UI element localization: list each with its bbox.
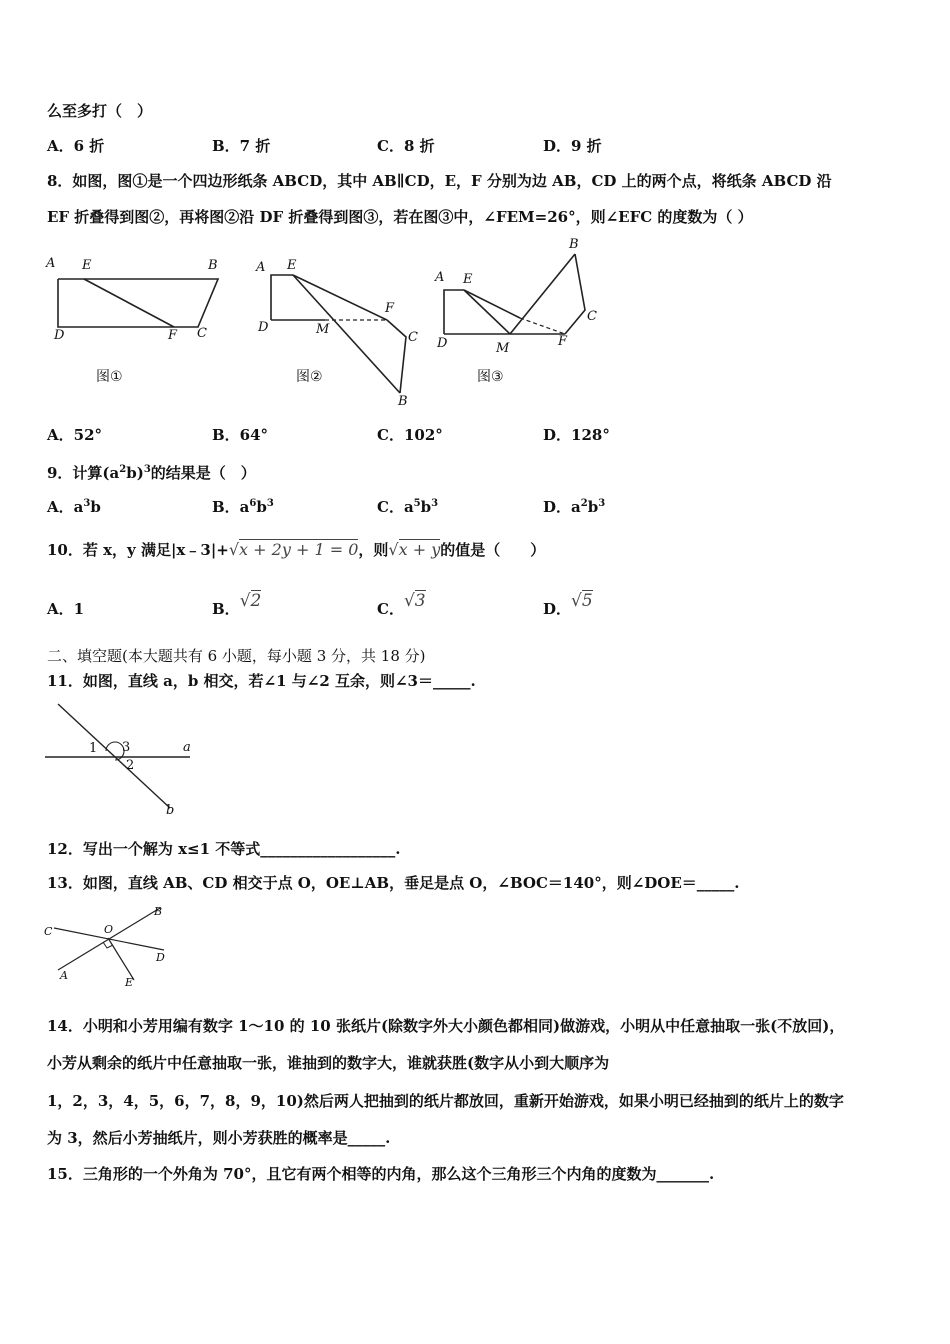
q8-stem-line2: EF 折叠得到图②，再将图②沿 DF 折叠得到图③，若在图③中，∠FEM=26°，则∠EFC 的度数为（ ） [47,208,753,226]
q13-label-c: C [44,925,53,938]
fig3-label-m: M [496,341,510,356]
fig3-label-a: A [435,270,445,285]
q13-label-a: A [60,969,68,982]
fig3-label-f: F [558,334,568,349]
q7-option-a: A．6 折 [47,137,105,155]
q10-option-b: B．√2 [212,591,262,618]
q13-label-o: O [104,923,114,936]
fig2-label-d: D [258,320,269,335]
q8-option-a: A．52° [47,426,103,444]
q11-figure [42,700,202,822]
q11-label-1: 1 [89,741,98,756]
q13-label-b: B [154,905,163,918]
q9-option-d: D．$a^2b^3$ [543,498,606,516]
section-2-heading: 二、填空题(本大题共有 6 小题，每小题 3 分，共 18 分) [47,647,426,665]
fig2-label-m: M [316,322,330,337]
q8-option-c: C．102° [377,426,443,444]
fig3-label-d: D [437,336,448,351]
fig1-label-e: E [82,258,92,273]
q9-option-b: B．$a^6b^3$ [212,498,274,516]
q8-option-b: B．64° [212,426,269,444]
fig2-label-c: C [408,330,418,345]
q10-option-d: D．√5 [543,591,593,618]
q14-line4: 为 3，然后小芳抽纸片，则小芳获胜的概率是_____. [47,1129,391,1147]
fig1-label-d: D [54,328,65,343]
q10-option-c: C．√3 [377,591,426,618]
q14-line1: 14．小明和小芳用编有数字 1～10 的 10 张纸片(除数字外大小颜色都相同)做游戏，小明从中任意抽取一张(不放回)， [47,1017,845,1035]
q14-line3: 1，2，3，4，5，6，7，8，9，10)然后两人把抽到的纸片都放回，重新开始游戏，如果小明已经抽到的纸片上的数字 [47,1092,844,1110]
q8-option-d: D．128° [543,426,610,444]
q11-stem: 11．如图，直线 a，b 相交，若∠1 与∠2 互余，则∠3＝_____. [47,672,476,690]
fig1-label-c: C [197,326,207,341]
q13-label-e: E [125,976,134,989]
q7-option-c: C．8 折 [377,137,435,155]
q9-stem: 9．计算$(a^2b)^3$的结果是（ ） [47,464,256,482]
fig1-label-f: F [168,328,178,343]
q13-label-d: D [156,951,165,964]
fig1-caption: 图① [96,369,123,385]
q8-stem-line1: 8．如图，图①是一个四边形纸条 ABCD，其中 AB∥CD，E，F 分别为边 AB，CD 上的两个点，将纸条 ABCD 沿 [47,172,832,190]
fig3-label-c: C [587,309,597,324]
q10-option-a: A．1 [47,600,85,618]
fig3-caption: 图③ [477,369,504,385]
q14-line2: 小芳从剩余的纸片中任意抽取一张，谁抽到的数字大，谁就获胜(数字从小到大顺序为 [47,1054,610,1072]
q11-label-2: 2 [126,758,135,773]
fig2-label-f: F [385,301,395,316]
q13-stem: 13．如图，直线 AB、CD 相交于点 O，OE⊥AB，垂足是点 O，∠BOC＝140°，则∠DOE＝_____. [47,874,740,892]
q8-figure-3 [430,240,610,345]
fig1-label-b: B [208,258,218,273]
q10-radical-1: √x + 2y + 1 = 0 [228,540,359,559]
q11-label-3: 3 [122,740,131,755]
fig3-label-b: B [569,237,579,252]
q15-stem: 15．三角形的一个外角为 70°，且它有两个相等的内角，那么这个三角形三个内角的度数为_______. [47,1165,715,1183]
fig2-caption: 图② [296,369,323,385]
fig2-label-e: E [287,258,297,273]
q7-option-d: D．9 折 [543,137,602,155]
q11-label-a: a [183,740,191,755]
q11-label-b: b [166,803,175,818]
fig1-label-a: A [46,256,56,271]
q9-option-a: A．$a^3b$ [47,498,101,516]
q7-tail: 么至多打（ ） [47,102,153,120]
q7-option-b: B．7 折 [212,137,271,155]
q10-stem: 10．若 x，y 满足|x﹣3|+√x + 2y + 1 = 0，则√x + y的值是（ ） [47,540,546,559]
fig3-label-e: E [463,272,473,287]
q10-radical-2: √x + y [388,540,441,559]
q12-stem: 12．写出一个解为 x≤1 不等式__________________. [47,840,401,858]
q9-option-c: C．$a^5b^3$ [377,498,439,516]
fig2-label-a: A [256,260,266,275]
fig2-label-b: B [398,394,408,409]
